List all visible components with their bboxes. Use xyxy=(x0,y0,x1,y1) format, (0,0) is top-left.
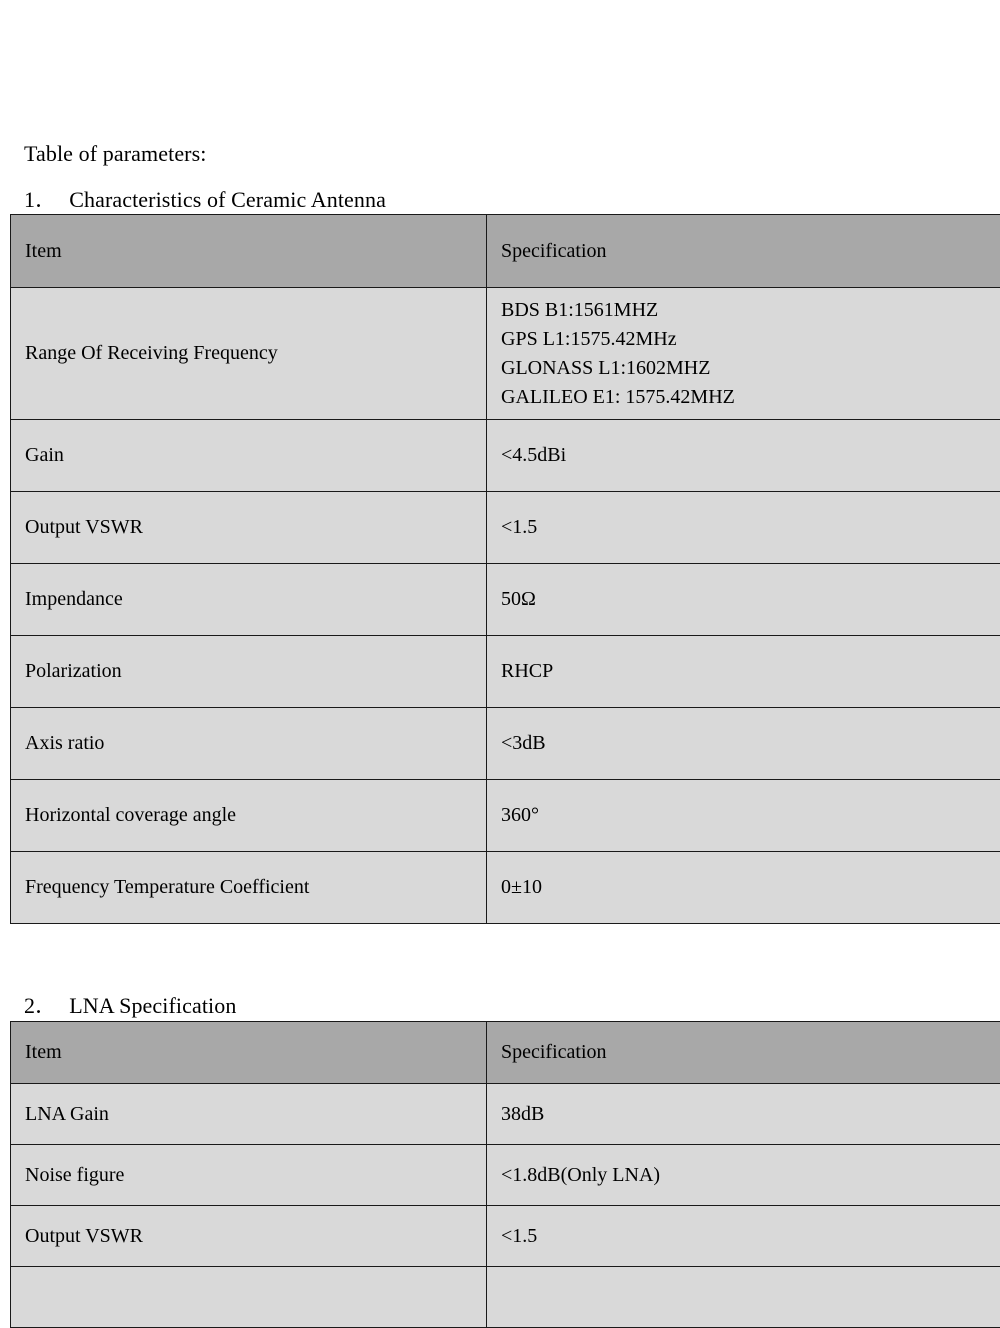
header-cell-specification: Specification xyxy=(487,215,1000,288)
cell-spec-receiving-frequency xyxy=(487,288,1000,420)
cell-spec-lna-gain: 38dB xyxy=(487,1084,1000,1145)
cell-spec-impendance: 50Ω xyxy=(487,564,1000,636)
header-cell-item: Item xyxy=(11,215,487,288)
intro-text: Table of parameters: xyxy=(24,141,206,167)
frequency-line-glonass: GLONASS L1:1602MHZ xyxy=(501,354,1000,383)
table-row-lna-gain xyxy=(11,1084,1000,1145)
section-number-2: 2． xyxy=(24,993,57,1019)
cell-spec-polarization: RHCP xyxy=(487,636,1000,708)
cell-item-frequency-temperature-coefficient: Frequency Temperature Coefficient xyxy=(11,852,487,924)
header-cell-item: Item xyxy=(11,1022,487,1084)
cell-spec-output-vswr: <1.5 xyxy=(487,1206,1000,1267)
ceramic-antenna-table xyxy=(10,214,1000,924)
table-row-partial xyxy=(11,1267,1000,1328)
cell-item-noise-figure: Noise figure xyxy=(11,1145,487,1206)
frequency-line-bds: BDS B1:1561MHZ xyxy=(501,296,1000,325)
header-cell-specification: Specification xyxy=(487,1022,1000,1084)
section-title-2: LNA Specification xyxy=(69,993,236,1018)
table-row-receiving-frequency xyxy=(11,288,1000,420)
cell-item-output-vswr: Output VSWR xyxy=(11,1206,487,1267)
cell-spec-gain: <4.5dBi xyxy=(487,420,1000,492)
cell-item-receiving-frequency: Range Of Receiving Frequency xyxy=(11,288,487,420)
cell-item-horizontal-coverage-angle: Horizontal coverage angle xyxy=(11,780,487,852)
cell-item-partial xyxy=(11,1267,487,1328)
table-row-horizontal-coverage-angle xyxy=(11,780,1000,852)
cell-item-lna-gain: LNA Gain xyxy=(11,1084,487,1145)
table-row-polarization xyxy=(11,636,1000,708)
table-header-row xyxy=(11,215,1000,288)
cell-item-gain: Gain xyxy=(11,420,487,492)
table-row-gain xyxy=(11,420,1000,492)
section-heading-2 xyxy=(24,993,236,1019)
cell-spec-noise-figure: <1.8dB(Only LNA) xyxy=(487,1145,1000,1206)
frequency-list xyxy=(501,296,1000,412)
cell-spec-frequency-temperature-coefficient: 0±10 xyxy=(487,852,1000,924)
cell-spec-output-vswr: <1.5 xyxy=(487,492,1000,564)
cell-spec-partial xyxy=(487,1267,1000,1328)
table-row-frequency-temperature-coefficient xyxy=(11,852,1000,924)
cell-item-polarization: Polarization xyxy=(11,636,487,708)
frequency-line-gps: GPS L1:1575.42MHz xyxy=(501,325,1000,354)
table-row-noise-figure xyxy=(11,1145,1000,1206)
cell-spec-axis-ratio: <3dB xyxy=(487,708,1000,780)
section-title-1: Characteristics of Ceramic Antenna xyxy=(69,187,386,212)
section-heading-1 xyxy=(24,187,386,213)
section-number-1: 1． xyxy=(24,187,57,213)
lna-specification-table xyxy=(10,1021,1000,1328)
cell-item-output-vswr: Output VSWR xyxy=(11,492,487,564)
table-row-output-vswr xyxy=(11,492,1000,564)
cell-spec-horizontal-coverage-angle: 360° xyxy=(487,780,1000,852)
cell-item-impendance: Impendance xyxy=(11,564,487,636)
table-row-output-vswr xyxy=(11,1206,1000,1267)
frequency-line-galileo: GALILEO E1: 1575.42MHZ xyxy=(501,383,1000,412)
table-header-row xyxy=(11,1022,1000,1084)
table-row-impendance xyxy=(11,564,1000,636)
cell-item-axis-ratio: Axis ratio xyxy=(11,708,487,780)
table-row-axis-ratio xyxy=(11,708,1000,780)
